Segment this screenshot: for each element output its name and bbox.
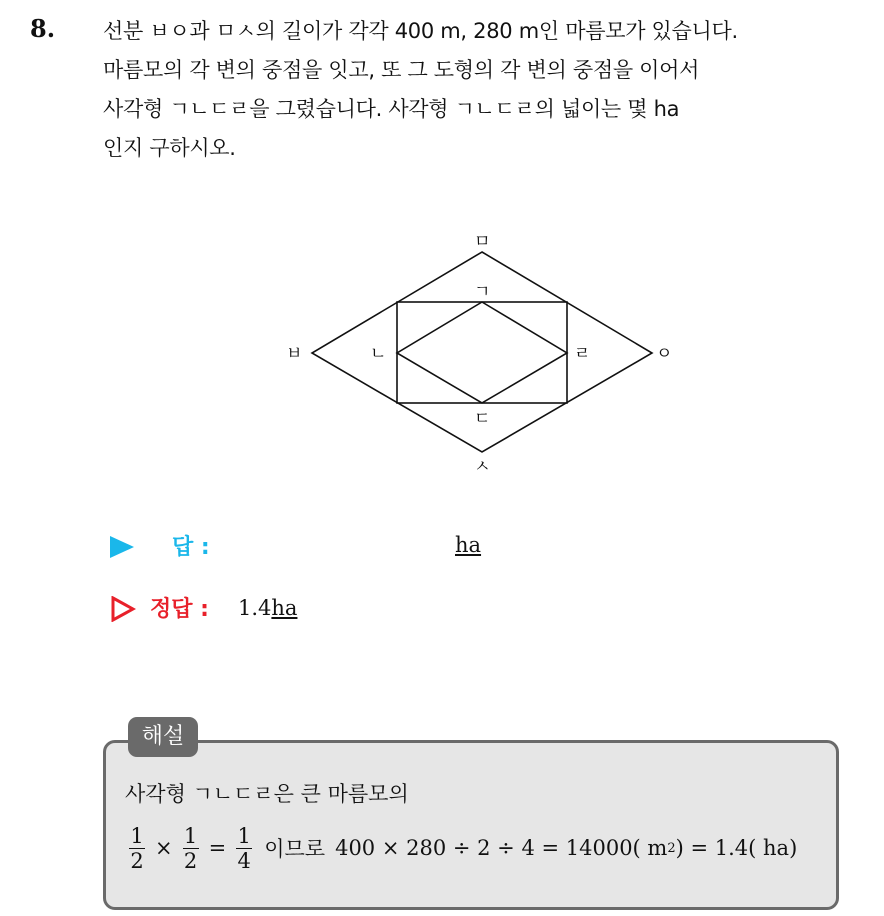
rhombus-figure bbox=[270, 218, 690, 478]
mid-rectangle bbox=[397, 302, 567, 403]
question-text bbox=[103, 12, 863, 168]
label-inner-bottom: ㄷ bbox=[474, 409, 491, 429]
explanation-line: 사각형 ㄱㄴㄷㄹ은 큰 마름모의 bbox=[125, 782, 409, 806]
correct-answer-label: 정답 : bbox=[150, 597, 209, 622]
exponent: 2 bbox=[667, 840, 676, 856]
answer-unit[interactable]: ha bbox=[455, 533, 482, 557]
fraction-numerator: 1 bbox=[237, 823, 251, 848]
label-inner-top: ㄱ bbox=[474, 282, 491, 302]
fraction bbox=[183, 824, 199, 873]
equals-sign: = bbox=[208, 836, 227, 860]
fraction bbox=[129, 824, 145, 873]
times-sign: × bbox=[155, 836, 173, 860]
answer-label: 답 : bbox=[172, 535, 210, 560]
fraction bbox=[236, 824, 252, 873]
label-inner-right: ㄹ bbox=[574, 344, 591, 364]
play-triangle-icon bbox=[110, 536, 134, 558]
label-right: ㅇ bbox=[656, 344, 673, 364]
label-inner-left: ㄴ bbox=[370, 344, 387, 364]
question-line: 인지 구하시오. bbox=[103, 136, 236, 160]
explanation-tag: 해설 bbox=[128, 717, 198, 757]
correct-unit: ha bbox=[271, 596, 298, 620]
inner-rhombus bbox=[397, 302, 567, 403]
calculation-result: ) = 1.4( ha) bbox=[675, 836, 798, 860]
label-top: ㅁ bbox=[474, 232, 491, 252]
fraction-denominator: 2 bbox=[130, 848, 144, 873]
outline-triangle-icon bbox=[110, 596, 136, 622]
correct-number: 1.4 bbox=[238, 596, 272, 620]
fraction-denominator: 4 bbox=[237, 848, 251, 873]
label-left: ㅂ bbox=[286, 344, 303, 364]
question-number: 8. bbox=[30, 14, 56, 43]
label-bottom: ㅅ bbox=[474, 457, 491, 477]
question-line: 사각형 ㄱㄴㄷㄹ을 그렸습니다. 사각형 ㄱㄴㄷㄹ의 넓이는 몇 ha bbox=[103, 97, 680, 121]
fraction-numerator: 1 bbox=[130, 823, 144, 848]
calculation-expression: 400 × 280 ÷ 2 ÷ 4 = 14000( m bbox=[335, 836, 668, 860]
correct-answer-value bbox=[238, 596, 297, 620]
question-line: 마름모의 각 변의 중점을 잇고, 또 그 도형의 각 변의 중점을 이어서 bbox=[103, 58, 700, 82]
explanation-formula bbox=[125, 816, 797, 880]
fraction-numerator: 1 bbox=[183, 823, 198, 848]
fraction-denominator: 2 bbox=[183, 848, 198, 873]
connector-text: 이므로 bbox=[264, 837, 326, 861]
question-line: 선분 ㅂㅇ과 ㅁㅅ의 길이가 각각 400 m, 280 m인 마름모가 있습니다. bbox=[103, 19, 738, 43]
